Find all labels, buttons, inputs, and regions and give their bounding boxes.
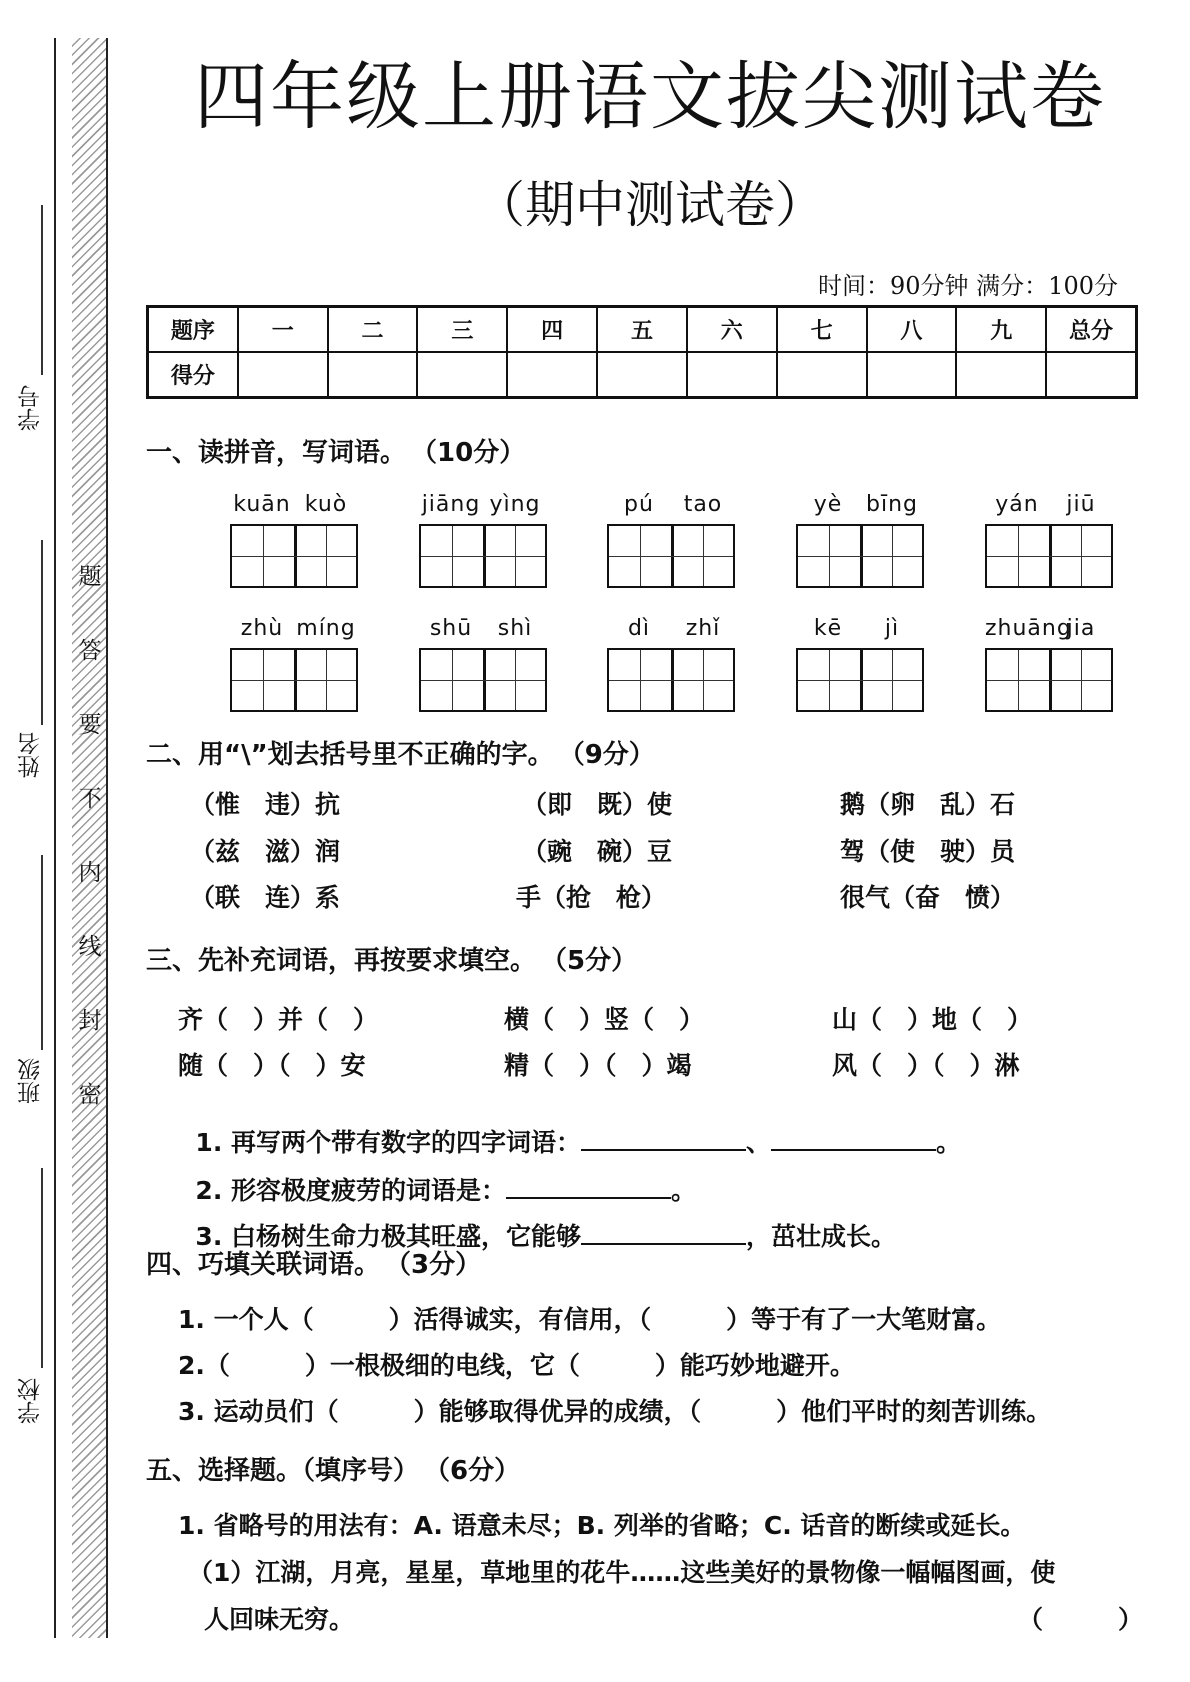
section-4-heading — [146, 1244, 481, 1281]
pinyin-label — [228, 616, 360, 641]
section-title: 一、读拼音，写词语。 — [146, 438, 407, 468]
question-text: 2. 形容极度疲劳的词语是： — [195, 1176, 507, 1205]
table-header-cell: 五 — [597, 307, 687, 353]
sentence-end: 。 — [671, 1176, 697, 1205]
table-header-cell: 二 — [328, 307, 418, 353]
section-points: （3分） — [398, 1250, 482, 1280]
pinyin-syllable: kuān — [233, 492, 291, 517]
score-table — [146, 305, 1138, 399]
pinyin-syllable: yìng — [489, 492, 541, 517]
seal-char: 内 — [78, 860, 102, 886]
choice-item[interactable]: 鹅（卵 乱）石 — [840, 790, 1016, 819]
score-row-label: 得分 — [148, 352, 238, 398]
table-header-cell: 八 — [867, 307, 957, 353]
pinyin-label — [794, 616, 926, 641]
pinyin-syllable: jia — [1066, 616, 1096, 641]
tianzige-box[interactable] — [419, 648, 547, 712]
pinyin-syllable: yán — [995, 492, 1039, 517]
question-text: 3. 白杨树生命力极其旺盛，它能够 — [195, 1222, 582, 1251]
pinyin-syllable: dì — [627, 616, 651, 641]
section-5-heading — [146, 1450, 520, 1487]
score-table-score-row — [148, 352, 1137, 398]
score-cell[interactable] — [238, 352, 328, 398]
table-header-cell: 一 — [238, 307, 328, 353]
score-cell[interactable] — [597, 352, 687, 398]
tianzige-box[interactable] — [230, 648, 358, 712]
answer-blank[interactable] — [581, 1219, 746, 1245]
score-cell[interactable] — [507, 352, 597, 398]
table-header-cell: 题序 — [148, 307, 238, 353]
pinyin-syllable: yè — [813, 492, 843, 517]
score-cell[interactable] — [328, 352, 418, 398]
pinyin-syllable: pú — [624, 492, 654, 517]
fill-item[interactable]: 齐（ ）并（ ） — [178, 1005, 379, 1034]
pinyin-label — [228, 492, 360, 517]
section-2-heading — [146, 734, 655, 771]
class-line[interactable] — [41, 855, 43, 1050]
section-points: （6分） — [437, 1456, 521, 1486]
answer-blank[interactable] — [771, 1125, 936, 1151]
score-cell[interactable] — [956, 352, 1046, 398]
choice-item[interactable]: （即 既）使 — [522, 790, 673, 819]
pinyin-label — [983, 616, 1115, 641]
seal-char: 题 — [78, 564, 102, 590]
student-name-label: 姓名 — [18, 732, 44, 778]
school-label: 学校 — [18, 1378, 44, 1424]
table-header-cell: 三 — [417, 307, 507, 353]
tianzige-box[interactable] — [230, 524, 358, 588]
tianzige-box[interactable] — [607, 648, 735, 712]
tianzige-box[interactable] — [607, 524, 735, 588]
section-points: （10分） — [424, 438, 526, 468]
student-number-line[interactable] — [41, 205, 43, 375]
tianzige-box[interactable] — [796, 524, 924, 588]
tianzige-box[interactable] — [985, 648, 1113, 712]
seal-char: 封 — [78, 1008, 102, 1034]
school-line[interactable] — [41, 1168, 43, 1368]
section-points: （9分） — [571, 740, 655, 770]
binding-hatch — [72, 38, 108, 1638]
question-4-1[interactable]: 1. 一个人（ ）活得诚实，有信用，（ ）等于有了一大笔财富。 — [178, 1305, 1002, 1334]
choice-item[interactable]: （联 连）系 — [190, 883, 341, 912]
sentence-end: 。 — [936, 1128, 962, 1157]
tianzige-box[interactable] — [796, 648, 924, 712]
section-1-heading — [146, 432, 525, 469]
binding-line — [54, 38, 56, 1638]
pinyin-syllable: shū — [429, 616, 473, 641]
separator: 、 — [746, 1128, 772, 1157]
pinyin-label — [983, 492, 1115, 517]
class-label: 班级 — [18, 1058, 44, 1104]
table-header-cell: 六 — [687, 307, 777, 353]
choice-item[interactable]: 驾（使 驶）员 — [840, 837, 1016, 866]
fill-item[interactable]: 山（ ）地（ ） — [832, 1005, 1033, 1034]
section-title: 五、选择题。（填序号） — [146, 1456, 420, 1486]
section-title: 三、先补充词语，再按要求填空。 — [146, 946, 537, 976]
score-cell[interactable] — [687, 352, 777, 398]
pinyin-syllable: zhù — [240, 616, 284, 641]
pinyin-syllable: tao — [683, 492, 723, 517]
section-title: 四、巧填关联词语。 — [146, 1250, 381, 1280]
table-header-cell: 四 — [507, 307, 597, 353]
seal-char: 不 — [78, 786, 102, 812]
tianzige-box[interactable] — [985, 524, 1113, 588]
answer-parentheses[interactable]: （ ） — [1018, 1605, 1144, 1634]
section-3-heading — [146, 940, 637, 977]
fill-item[interactable]: 风（ ）（ ）淋 — [832, 1051, 1020, 1080]
question-4-3[interactable]: 3. 运动员们（ ）能够取得优异的成绩，（ ）他们平时的刻苦训练。 — [178, 1397, 1052, 1426]
fill-item[interactable]: 随（ ）（ ）安 — [178, 1051, 366, 1080]
page-subtitle: （期中测试卷） — [475, 176, 825, 234]
question-5-1-sub1-cont: 人回味无穷。 — [204, 1605, 355, 1634]
student-number-label: 学号 — [18, 385, 44, 431]
page-title: 四年级上册语文拔尖测试卷 — [194, 54, 1106, 140]
question-4-2[interactable]: 2.（ ）一根极细的电线，它（ ）能巧妙地避开。 — [178, 1351, 855, 1380]
question-text: 1. 再写两个带有数字的四字词语： — [195, 1128, 582, 1157]
seal-char: 答 — [78, 638, 102, 664]
table-header-cell: 九 — [956, 307, 1046, 353]
fill-item[interactable]: 精（ ）（ ）竭 — [504, 1051, 692, 1080]
pinyin-label — [794, 492, 926, 517]
pinyin-syllable: zhuāng — [985, 616, 1072, 641]
score-cell[interactable] — [867, 352, 957, 398]
seal-char: 要 — [78, 712, 102, 738]
pinyin-label — [417, 492, 549, 517]
table-header-cell: 七 — [777, 307, 867, 353]
pinyin-syllable: jì — [884, 616, 900, 641]
choice-item[interactable]: （兹 滋）润 — [190, 837, 341, 866]
choice-item[interactable]: 手（抢 枪） — [516, 883, 667, 912]
choice-item[interactable]: 很气（奋 愤） — [840, 883, 1016, 912]
score-cell[interactable] — [777, 352, 867, 398]
pinyin-syllable: míng — [296, 616, 356, 641]
seal-char: 线 — [78, 934, 102, 960]
pinyin-syllable: jiāng — [421, 492, 481, 517]
pinyin-syllable: zhǐ — [685, 616, 721, 641]
sentence-end: ，茁壮成长。 — [746, 1222, 897, 1251]
question-5-1: 1. 省略号的用法有：A. 语意未尽；B. 列举的省略；C. 话音的断续或延长。 — [178, 1511, 1026, 1540]
pinyin-label — [417, 616, 549, 641]
score-cell[interactable] — [417, 352, 507, 398]
time-info: 时间：90分钟 满分：100分 — [818, 272, 1118, 300]
student-name-line[interactable] — [41, 540, 43, 725]
pinyin-syllable: shì — [497, 616, 533, 641]
section-title: 二、用“\”划去括号里不正确的字。 — [146, 740, 554, 770]
pinyin-syllable: bīng — [866, 492, 918, 517]
pinyin-label — [605, 616, 737, 641]
pinyin-syllable: kē — [813, 616, 843, 641]
pinyin-syllable: jiū — [1066, 492, 1096, 517]
table-header-cell: 总分 — [1046, 307, 1136, 353]
score-cell[interactable] — [1046, 352, 1136, 398]
choice-item[interactable]: （惟 违）抗 — [190, 790, 341, 819]
pinyin-syllable: kuò — [304, 492, 348, 517]
score-table-header-row — [148, 307, 1137, 353]
question-5-1-sub1: （1）江湖，月亮，星星，草地里的花牛……这些美好的景物像一幅幅图画，使 — [188, 1558, 1056, 1587]
fill-item[interactable]: 横（ ）竖（ ） — [504, 1005, 705, 1034]
tianzige-box[interactable] — [419, 524, 547, 588]
choice-item[interactable]: （豌 碗）豆 — [522, 837, 673, 866]
seal-char: 密 — [78, 1082, 102, 1108]
section-points: （5分） — [554, 946, 638, 976]
pinyin-label — [605, 492, 737, 517]
